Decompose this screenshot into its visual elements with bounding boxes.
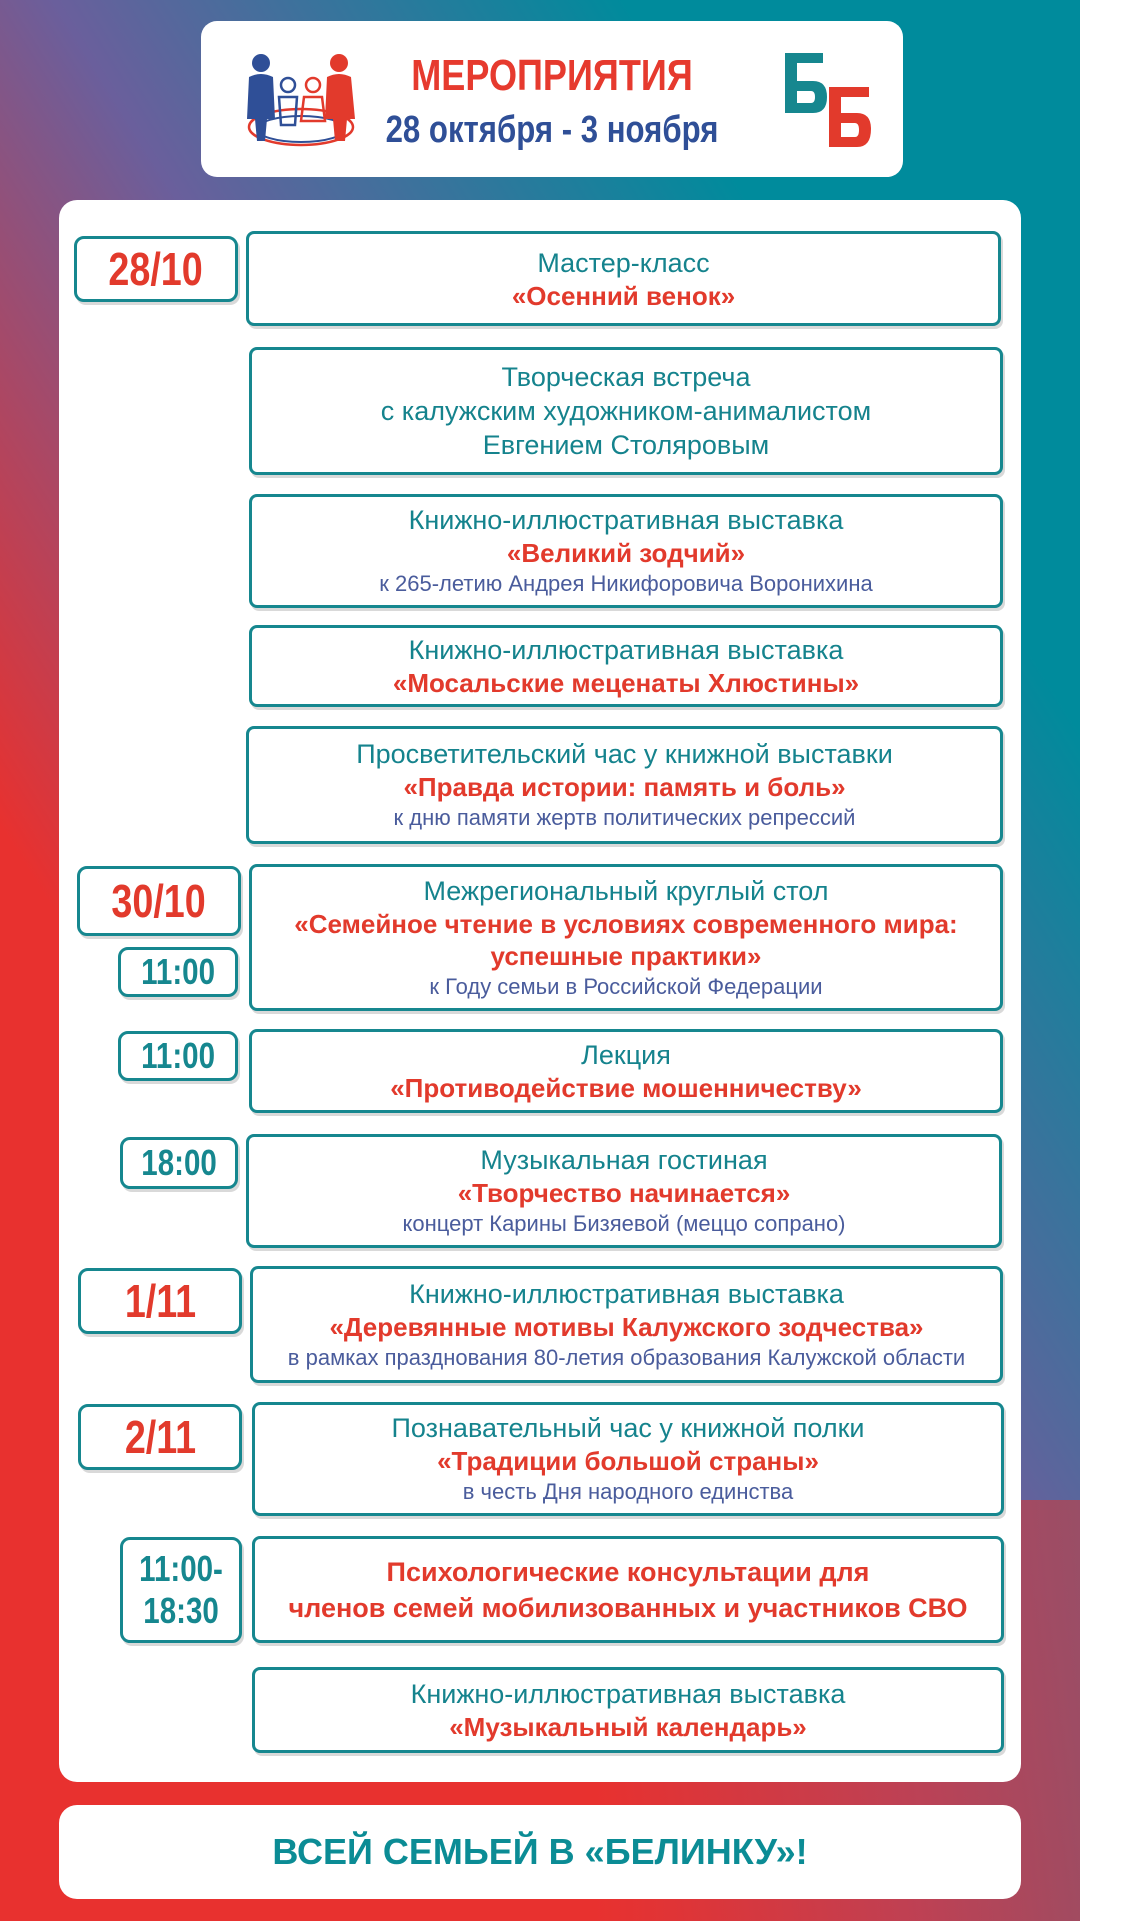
event-card: Лекция «Противодействие мошенничеству» [249,1029,1003,1113]
time-badge-range: 11:00- 18:30 [120,1537,242,1643]
library-logo [783,51,873,151]
header-card [201,21,903,177]
event-card: Просветительский час у книжной выставки «Правда истории: память и боль» к дню памяти жертв политических репрессий [246,726,1003,844]
date-badge-1-11: 1/11 [78,1268,242,1334]
event-card: Психологические консультации для членов семей мобилизованных и участников СВО [252,1536,1004,1643]
footer-slogan: ВСЕЙ СЕМЬЕЙ В «БЕЛИНКУ»! [272,1831,808,1872]
event-card: Творческая встреча с калужским художником-анималистом Евгением Столяровым [249,347,1003,475]
time-badge-1100-a: 11:00 [118,947,238,997]
date-badge-30-10: 30/10 [77,866,241,936]
event-card: Познавательный час у книжной полки «Традиции большой страны» в честь Дня народного единства [252,1402,1004,1516]
event-card: Книжно-иллюстративная выставка «Деревянные мотивы Калужского зодчества» в рамках празднования 80-летия образования Калужской области [250,1266,1003,1383]
event-card: Книжно-иллюстративная выставка «Мосальские меценаты Хлюстины» [249,625,1003,707]
event-card: Музыкальная гостиная «Творчество начинается» концерт Карины Бизяевой (меццо сопрано) [246,1134,1002,1248]
footer-card [59,1805,1021,1899]
header-dates: 28 октября - 3 ноября [385,109,719,151]
date-badge-28-10: 28/10 [74,236,238,302]
header-title: МЕРОПРИЯТИЯ [411,51,693,100]
event-card: Мастер-класс «Осенний венок» [246,231,1001,326]
event-card: Книжно-иллюстративная выставка «Музыкальный календарь» [252,1667,1004,1753]
date-badge-2-11: 2/11 [78,1404,242,1470]
time-badge-1100-b: 11:00 [118,1031,238,1081]
time-badge-1800: 18:00 [120,1137,238,1189]
event-card: Книжно-иллюстративная выставка «Великий зодчий» к 265-летию Андрея Никифоровича Воронихина [249,494,1003,608]
event-card: Межрегиональный круглый стол «Семейное чтение в условиях современного мира: успешные практики» к Году семьи в Российской Федерации [249,864,1003,1011]
